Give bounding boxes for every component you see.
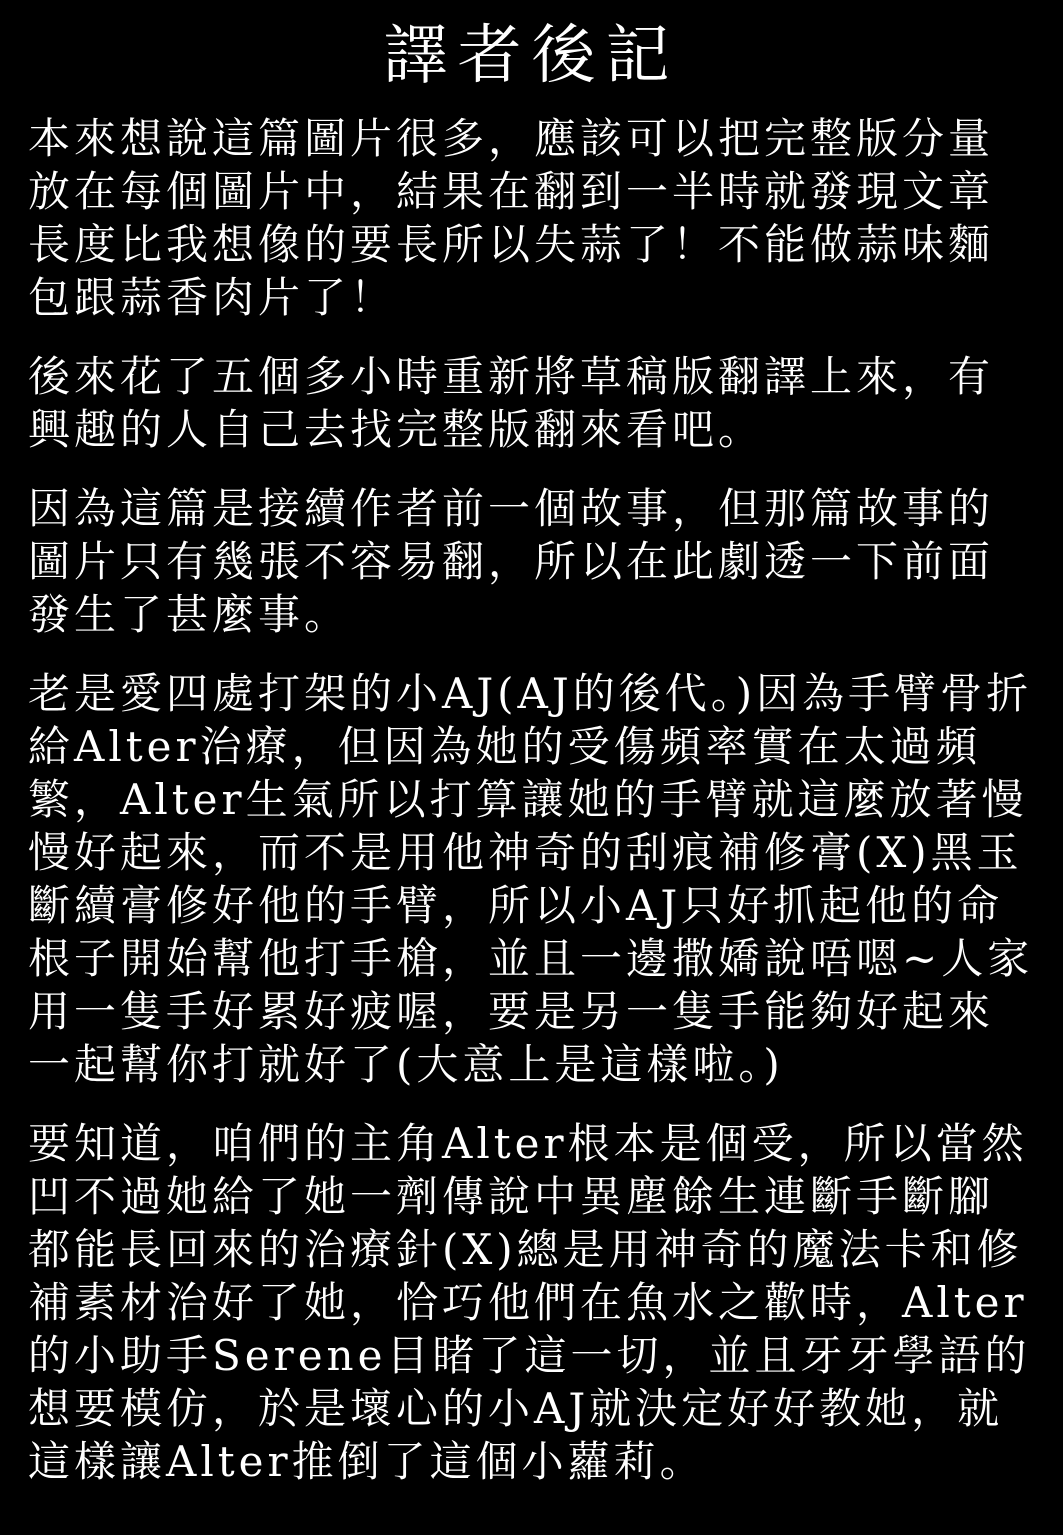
- page-title: 譯者後記: [383, 19, 680, 93]
- paragraph-2: 後來花了五個多小時重新將草稿版翻譯上來，有興趣的人自己去找完整版翻來看吧。: [28, 352, 995, 454]
- paragraph-1: 本來想說這篇圖片很多，應該可以把完整版分量放在每個圖片中，結果在翻到一半時就發現文章長度比我想像的要長所以失蒜了！不能做蒜味麵包跟蒜香肉片了！: [28, 114, 995, 322]
- paragraph-4: 老是愛四處打架的小AJ(AJ的後代。)因為手臂骨折給Alter治療，但因為她的受傷頻率實在太過頻繁，Alter生氣所以打算讓她的手臂就這麼放著慢慢好起來，而不是用他神奇的刮痕補修膏(X)黑玉斷續膏修好他的手臂，所以小AJ只好抓起他的命根子開始幫他打手槍，並且一邊撒嬌說唔嗯~人家用一隻手好累好疲喔，要是另一隻手能夠好起來一起幫你打就好了(大意上是這樣啦。): [28, 669, 1034, 1089]
- paragraph-5: 要知道，咱們的主角Alter根本是個受，所以當然凹不過她給了她一劑傳說中異塵餘生連斷手斷腳都能長回來的治療針(X)總是用神奇的魔法卡和修補素材治好了她，恰巧他們在魚水之歡時，Alter的小助手Serene目睹了這一切，並且牙牙學語的想要模仿，於是壞心的小AJ就決定好好教她，就這樣讓Alter推倒了這個小蘿莉。: [28, 1119, 1031, 1486]
- paragraph-3: 因為這篇是接續作者前一個故事，但那篇故事的圖片只有幾張不容易翻，所以在此劇透一下前面發生了甚麼事。: [28, 484, 995, 639]
